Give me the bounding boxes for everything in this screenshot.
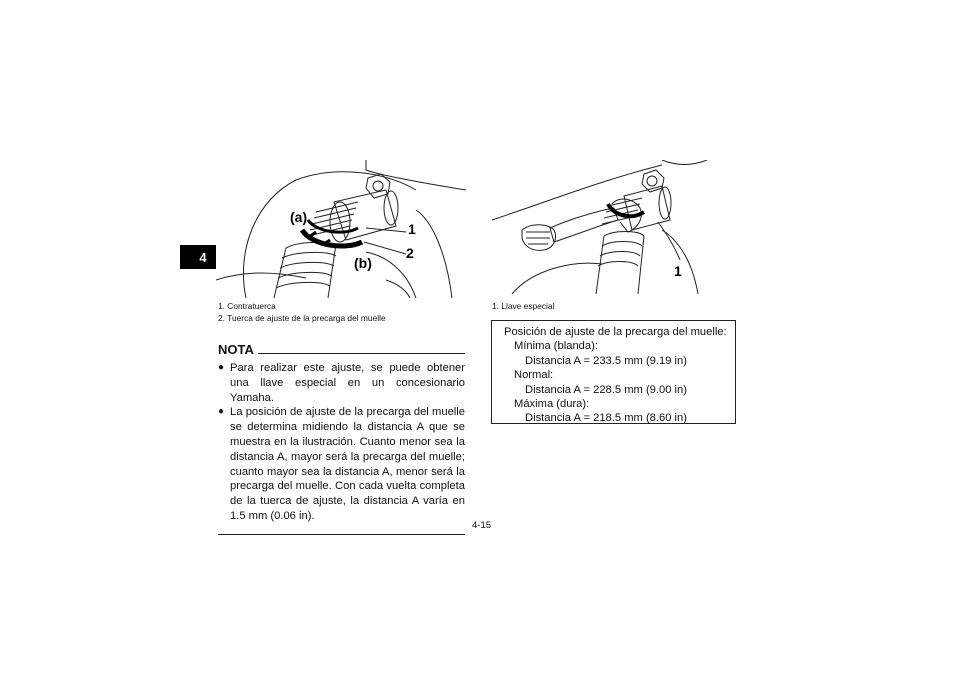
caption-item: 1. Contratuerca	[218, 301, 276, 311]
spec-min-value: Distancia A = 233.5 mm (9.19 in)	[525, 354, 687, 367]
spec-box	[491, 320, 736, 424]
spec-max-value: Distancia A = 218.5 mm (8.60 in)	[525, 412, 687, 425]
label-1: 1	[674, 263, 682, 279]
page-number: 4-15	[472, 520, 492, 531]
spec-normal-value: Distancia A = 228.5 mm (9.00 in)	[525, 383, 687, 396]
spec-max-label: Máxima (dura):	[514, 398, 590, 411]
caption-item: 1. Llave especial	[492, 301, 555, 311]
left-figure-captions	[218, 300, 386, 324]
label-a: (a)	[290, 209, 308, 225]
chapter-tab: 4	[180, 245, 226, 269]
shock-absorber-illustration	[216, 160, 466, 298]
caption-item: 2. Tuerca de ajuste de la precarga del muelle	[218, 313, 386, 323]
nota-rule	[258, 353, 465, 354]
label-2: 2	[406, 245, 414, 261]
spec-min-label: Mínima (blanda):	[514, 340, 598, 353]
nota-section	[218, 342, 465, 535]
nota-bullet: ● Para realizar este ajuste, se puede obtener una llave especial en un concesionario Yamaha.	[218, 361, 465, 405]
nota-bullet: ● La posición de ajuste de la precarga del muelle se determina midiendo la distancia A que se muestra en la ilustración. Cuanto menor sea la distancia A, mayor será la precarga del muelle; cuanto mayor sea la distancia A, menor será la precarga del muelle. Con cada vuelta completa de la tuerca de ajuste, la distancia A varía en 1.5 mm (0.06 in).	[218, 405, 465, 523]
spec-title: Posición de ajuste de la precarga del muelle:	[504, 326, 727, 338]
label-b: (b)	[354, 255, 372, 271]
special-wrench-illustration	[492, 160, 740, 294]
nota-heading: NOTA	[218, 342, 254, 357]
nota-bullets	[218, 361, 465, 524]
spec-normal-label: Normal:	[514, 369, 554, 382]
nota-end-rule	[218, 534, 465, 535]
label-1: 1	[408, 221, 416, 237]
right-figure-captions	[492, 300, 554, 312]
nota-header	[218, 342, 465, 357]
